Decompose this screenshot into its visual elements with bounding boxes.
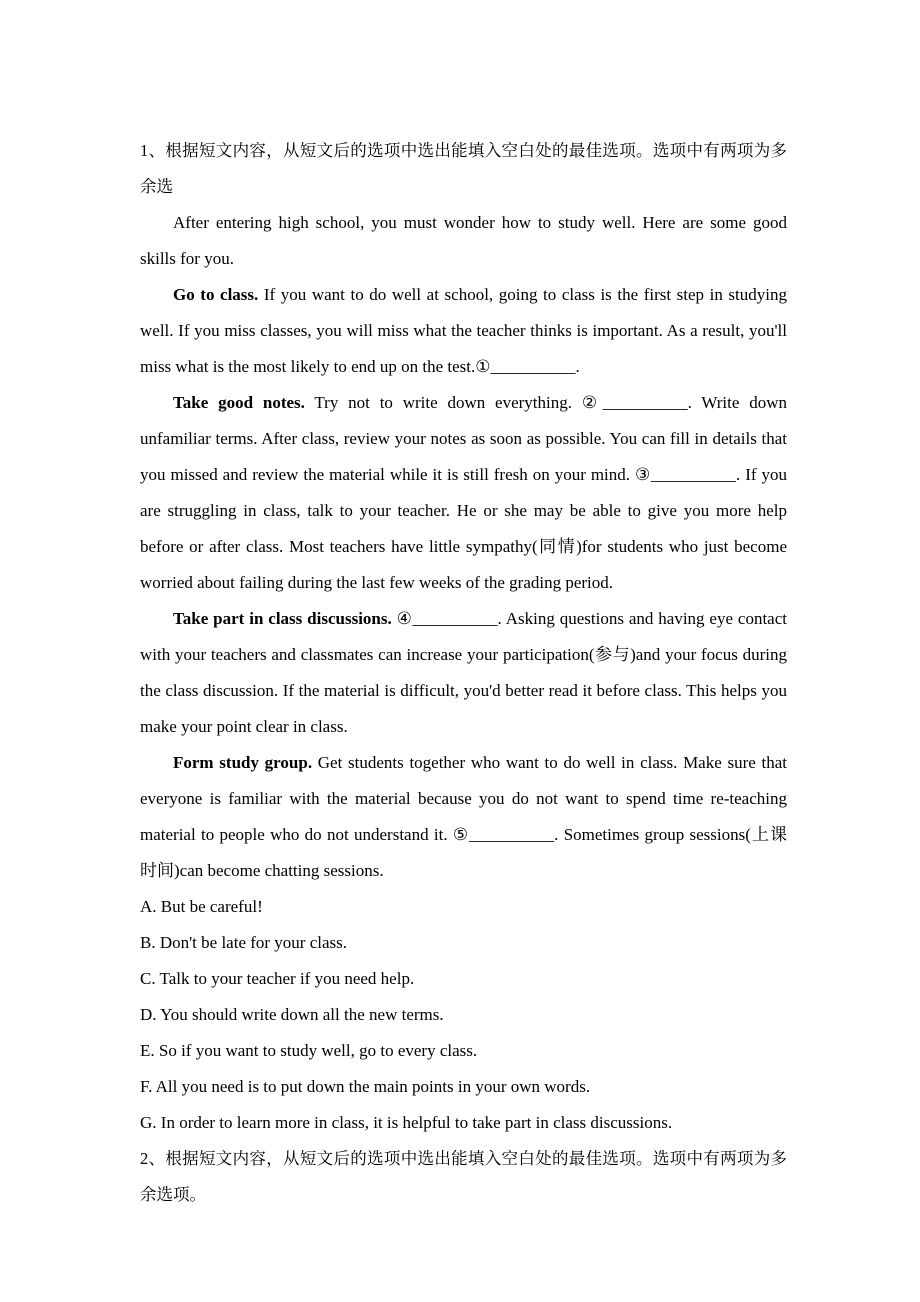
paragraph-heading: Form study group. (173, 753, 313, 772)
answer-option: A. But be careful! (140, 897, 263, 916)
answer-option: F. All you need is to put down the main points in your own words. (140, 1077, 591, 1096)
passage-paragraph: Form study group. Get students together who want to do well in class. Make sure that everyone is familiar with the material because you do not want to spend time re-teaching material to people who do not understand it. ⑤__________. Sometimes group sessions(上课时间)can become chatting sessions. (140, 753, 787, 880)
answer-option: B. Don't be late for your class. (140, 933, 348, 952)
paragraph-heading: Go to class. (173, 285, 259, 304)
passage-paragraph: Take part in class discussions. ④__________. Asking questions and having eye contact with your teachers and classmates can increase your participation(参与)and your focus during the class discussion. If the material is difficult, you'd better read it before class. This helps you make your point clear in class. (140, 609, 787, 736)
paragraph-heading: Take part in class discussions. (173, 609, 392, 628)
answer-option: G. In order to learn more in class, it is helpful to take part in class discussions. (140, 1113, 673, 1132)
passage-paragraph: Take good notes. Try not to write down everything. ②__________. Write down unfamiliar terms. After class, review your notes as soon as possible. You can fill in details that you missed and review the material while it is still fresh on your mind. ③__________. If you are struggling in class, talk to your teacher. He or she may be able to give you more help before or after class. Most teachers have little sympathy(同情)for students who just become worried about failing during the last few weeks of the grading period. (140, 393, 787, 592)
passage-paragraph: Go to class. If you want to do well at school, going to class is the first step in studying well. If you miss classes, you will miss what the teacher thinks is important. As a result, you'll miss what is the most likely to end up on the test.①__________. (140, 285, 787, 376)
question1-passage (140, 205, 787, 889)
question1-options (140, 889, 787, 1141)
answer-option: C. Talk to your teacher if you need help. (140, 969, 415, 988)
paragraph-heading: Take good notes. (173, 393, 305, 412)
question1-instruction: 1、根据短文内容，从短文后的选项中选出能填入空白处的最佳选项。选项中有两项为多余选 (140, 141, 787, 196)
question2-instruction: 2、根据短文内容，从短文后的选项中选出能填入空白处的最佳选项。选项中有两项为多余选项。 (140, 1149, 787, 1204)
answer-option: E. So if you want to study well, go to every class. (140, 1041, 478, 1060)
passage-paragraph: After entering high school, you must wonder how to study well. Here are some good skills for you. (140, 213, 787, 268)
answer-option: D. You should write down all the new terms. (140, 1005, 444, 1024)
